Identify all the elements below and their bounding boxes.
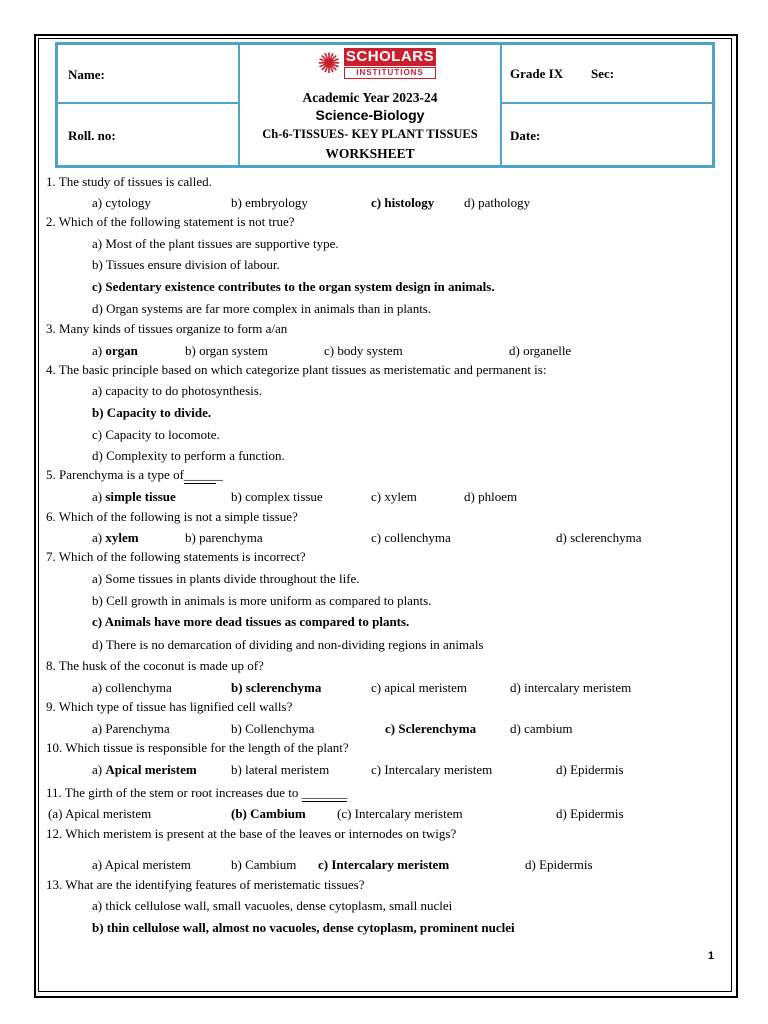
q11-blank: _______ — [301, 785, 348, 800]
scholars-logo — [316, 48, 436, 82]
q9-option-a: a) Parenchyma — [92, 721, 170, 736]
q5-option-d: d) phloem — [464, 489, 518, 504]
q11-option-c: (c) Intercalary meristem — [337, 806, 463, 821]
sec-label: Sec: — [591, 66, 615, 81]
q4-option-b-answer: b) Capacity to divide. — [92, 405, 212, 420]
question-6: 6. Which of the following is not a simple tissue? — [46, 509, 298, 524]
grade-cell — [501, 44, 713, 103]
question-4: 4. The basic principle based on which categorize plant tissues as meristematic and permanent is: — [46, 362, 547, 377]
q13-option-b-answer: b) thin cellulose wall, almost no vacuoles, dense cytoplasm, prominent nuclei — [92, 920, 515, 935]
question-10: 10. Which tissue is responsible for the length of the plant? — [46, 740, 349, 755]
q10-option-b: b) lateral meristem — [231, 762, 330, 777]
question-5 — [46, 467, 223, 484]
question-9: 9. Which type of tissue has lignified cell walls? — [46, 699, 293, 714]
roll-cell — [57, 103, 239, 166]
question-1: 1. The study of tissues is called. — [46, 174, 212, 189]
q3-option-a-prefix: a) — [92, 343, 106, 358]
q5-option-a-answer: simple tissue — [105, 489, 176, 504]
q5-blank-tail: _ — [216, 467, 223, 482]
q11-stem-text: 11. The girth of the stem or root increases due to — [46, 785, 302, 800]
chapter-title: Ch-6-TISSUES- KEY PLANT TISSUES — [262, 127, 478, 141]
q6-option-d: d) sclerenchyma — [556, 530, 642, 545]
q1-option-d: d) pathology — [464, 195, 531, 210]
q10-option-d: d) Epidermis — [556, 762, 624, 777]
q10-option-c: c) Intercalary meristem — [371, 762, 493, 777]
q6-option-a-prefix: a) — [92, 530, 106, 545]
q10-option-a-prefix: a) — [92, 762, 106, 777]
q12-option-c-answer: c) Intercalary meristem — [318, 857, 450, 872]
page-number: 1 — [708, 950, 715, 962]
question-2: 2. Which of the following statement is not true? — [46, 214, 295, 229]
q2-option-b: b) Tissues ensure division of labour. — [92, 257, 280, 272]
q3-option-a — [92, 343, 138, 359]
q3-option-d: d) organelle — [509, 343, 572, 358]
q5-option-c: c) xylem — [371, 489, 417, 504]
q1-option-a: a) cytology — [92, 195, 151, 210]
q6-option-a-answer: xylem — [105, 530, 139, 545]
q9-option-b: b) Collenchyma — [231, 721, 315, 736]
question-7: 7. Which of the following statements is incorrect? — [46, 549, 306, 564]
grade-label: Grade IX — [510, 66, 564, 81]
q4-option-d: d) Complexity to perform a function. — [92, 448, 285, 463]
q7-option-c-answer: c) Animals have more dead tissues as compared to plants. — [92, 614, 410, 629]
date-label: Date: — [510, 128, 541, 143]
header-table — [55, 42, 715, 168]
q12-option-a: a) Apical meristem — [92, 857, 191, 872]
q1-option-b: b) embryology — [231, 195, 308, 210]
date-cell — [501, 103, 713, 166]
q7-option-d: d) There is no demarcation of dividing and non-dividing regions in animals — [92, 637, 484, 652]
name-label: Name: — [68, 67, 105, 82]
question-3: 3. Many kinds of tissues organize to form a/an — [46, 321, 288, 336]
q13-option-a: a) thick cellulose wall, small vacuoles, dense cytoplasm, small nuclei — [92, 898, 453, 913]
logo-wordmark: SCHOLARS — [345, 48, 435, 65]
q5-option-a-prefix: a) — [92, 489, 106, 504]
q8-option-b-answer: b) sclerenchyma — [231, 680, 322, 695]
q4-option-c: c) Capacity to locomote. — [92, 427, 220, 442]
question-11 — [46, 785, 347, 802]
q5-blank: _____ — [183, 467, 217, 482]
q3-option-c: c) body system — [324, 343, 403, 358]
question-8: 8. The husk of the coconut is made up of? — [46, 658, 264, 673]
q5-option-a — [92, 489, 176, 505]
q5-option-b: b) complex tissue — [231, 489, 323, 504]
q3-option-b: b) organ system — [185, 343, 268, 358]
q9-option-c-answer: c) Sclerenchyma — [385, 721, 477, 736]
academic-year: Academic Year 2023-24 — [302, 90, 438, 105]
q7-option-b: b) Cell growth in animals is more uniform as compared to plants. — [92, 593, 432, 608]
q10-option-a-answer: Apical meristem — [105, 762, 197, 777]
q1-option-c-answer: c) histology — [371, 195, 435, 210]
q4-option-a: a) capacity to do photosynthesis. — [92, 383, 263, 398]
logo-emblem-icon: ✺ — [317, 49, 341, 80]
roll-label: Roll. no: — [68, 128, 116, 143]
q3-option-a-answer: organ — [105, 343, 138, 358]
question-12: 12. Which meristem is present at the base of the leaves or internodes on twigs? — [46, 826, 457, 841]
q9-option-d: d) cambium — [510, 721, 573, 736]
q2-option-d: d) Organ systems are far more complex in animals than in plants. — [92, 301, 432, 316]
q12-option-d: d) Epidermis — [525, 857, 593, 872]
q12-option-b: b) Cambium — [231, 857, 297, 872]
q8-option-d: d) intercalary meristem — [510, 680, 632, 695]
q6-option-a — [92, 530, 139, 546]
logo-subtext: INSTITUTIONS — [344, 67, 436, 79]
q2-option-c-answer: c) Sedentary existence contributes to the organ system design in animals. — [92, 279, 495, 294]
q10-option-a — [92, 762, 197, 778]
q11-option-d: d) Epidermis — [556, 806, 624, 821]
worksheet-title: WORKSHEET — [325, 146, 415, 161]
q7-option-a: a) Some tissues in plants divide throughout the life. — [92, 571, 360, 586]
q6-option-b: b) parenchyma — [185, 530, 263, 545]
q11-option-b-answer: (b) Cambium — [231, 806, 306, 821]
q8-option-a: a) collenchyma — [92, 680, 172, 695]
q2-option-a: a) Most of the plant tissues are supportive type. — [92, 236, 339, 251]
q5-stem-text: 5. Parenchyma is a type of — [46, 467, 184, 482]
q11-option-a: (a) Apical meristem — [48, 806, 152, 821]
name-cell — [57, 44, 239, 103]
question-13: 13. What are the identifying features of meristematic tissues? — [46, 877, 365, 892]
q6-option-c: c) collenchyma — [371, 530, 451, 545]
subject-title: Science-Biology — [315, 107, 425, 123]
q8-option-c: c) apical meristem — [371, 680, 468, 695]
